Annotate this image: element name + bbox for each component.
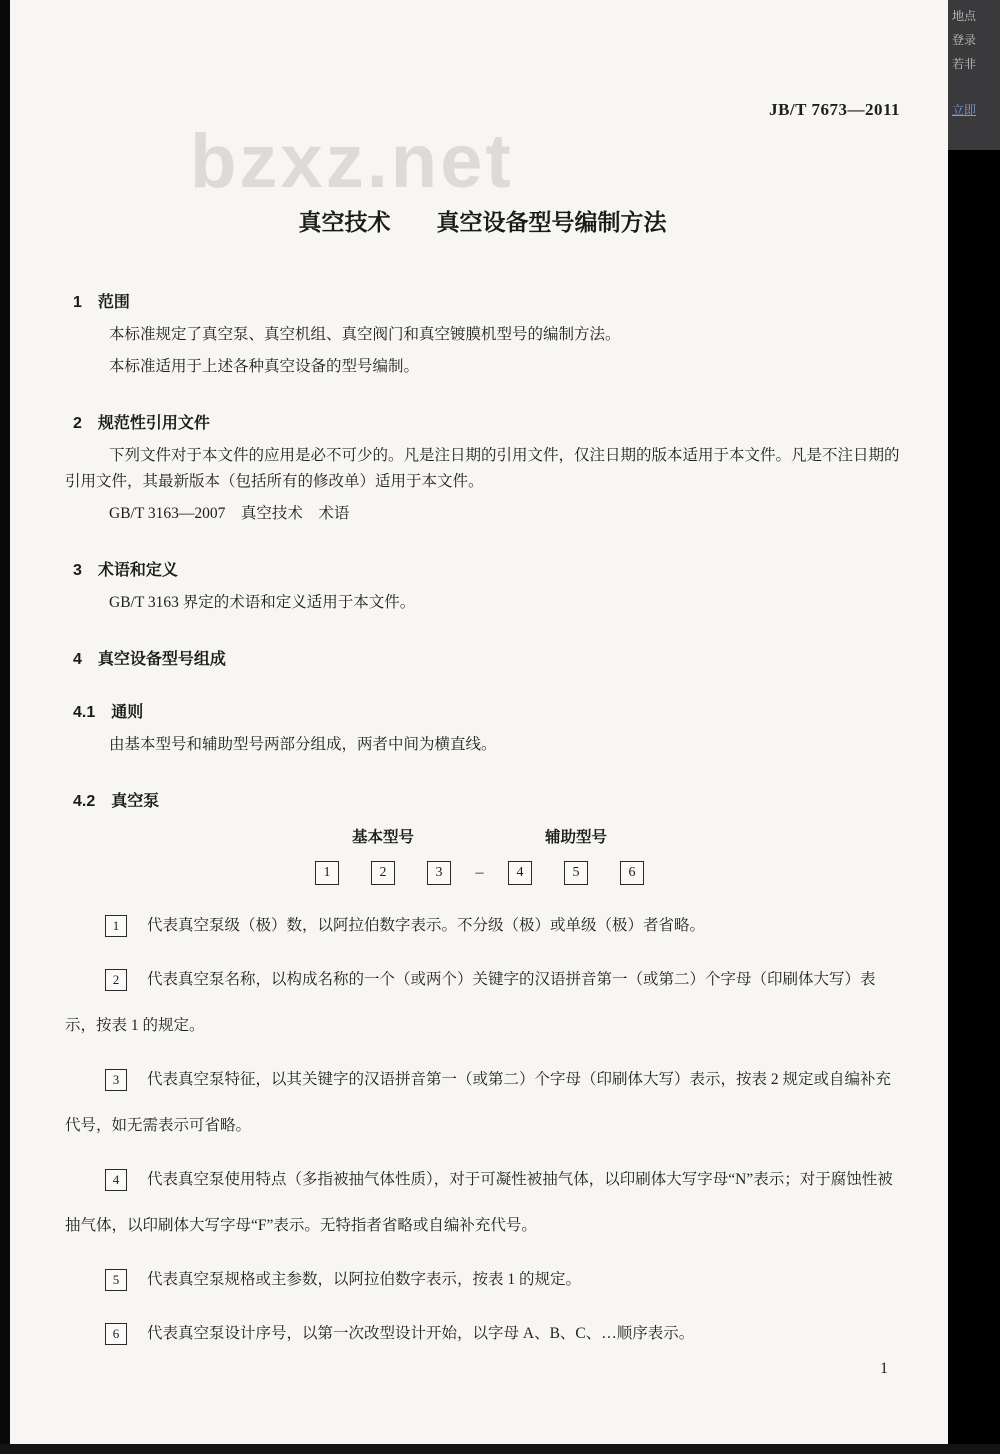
list-item-1 [65,903,900,949]
item-number-box-5: 5 [105,1269,127,1291]
login-link[interactable]: 登录 [952,33,977,47]
paragraph: 本标准规定了真空泵、真空机组、真空阀门和真空镀膜机型号的编制方法。 [109,326,621,343]
section-heading-4: 4 真空设备型号组成 [73,651,226,668]
paragraph: 由基本型号和辅助型号两部分组成，两者中间为横直线。 [109,736,497,753]
paragraph: GB/T 3163 界定的术语和定义适用于本文件。 [109,594,416,611]
model-number-diagram [315,825,900,885]
diagram-labels [315,825,900,847]
section-heading-4-1: 4.1 通则 [73,704,144,721]
paragraph: 本标准适用于上述各种真空设备的型号编制。 [109,358,420,375]
item-text: 代表真空泵规格或主参数，以阿拉伯数字表示，按表 1 的规定。 [147,1271,582,1288]
overlay-text-1: 地点 [952,9,977,23]
diagram-box-2: 2 [371,861,395,885]
list-item-3 [65,1057,900,1149]
section-heading-3: 3 术语和定义 [73,562,178,579]
document-title: 真空技术 真空设备型号编制方法 [298,209,667,235]
item-number-box-1: 1 [105,915,127,937]
item-text: 代表真空泵设计序号，以第一次改型设计开始，以字母 A、B、C、…顺序表示。 [147,1325,695,1342]
diagram-box-5: 5 [564,861,588,885]
diagram-box-6: 6 [620,861,644,885]
item-text: 代表真空泵名称，以构成名称的一个（或两个）关键字的汉语拼音第一（或第二）个字母（印刷体大写）表示，按表 1 的规定。 [65,971,876,1034]
scan-left-border [0,0,10,1454]
item-number-box-3: 3 [105,1069,127,1091]
watermark: bzxz.net [190,119,514,204]
item-text: 代表真空泵特征，以其关键字的汉语拼音第一（或第二）个字母（印刷体大写）表示，按表 2 规定或自编补充代号，如无需表示可省略。 [65,1071,892,1134]
aux-model-label: 辅助型号 [544,829,607,846]
scan-bottom-border [0,1444,1000,1454]
aux-model-boxes [508,861,644,885]
item-number-box-4: 4 [105,1169,127,1191]
item-number-box-6: 6 [105,1323,127,1345]
section-heading-2: 2 规范性引用文件 [73,415,210,432]
list-item-6 [65,1311,900,1357]
list-item-4 [65,1157,900,1249]
section-heading-1: 1 范围 [73,294,130,311]
page-content [10,0,948,1444]
item-number-box-2: 2 [105,969,127,991]
paragraph-reference: GB/T 3163—2007 真空技术 术语 [109,505,350,522]
scan-right-border [948,0,1000,1454]
diagram-label-gap [451,825,508,847]
diagram-boxes [315,861,900,885]
item-text: 代表真空泵级（极）数，以阿拉伯数字表示。不分级（极）或单级（极）者省略。 [147,917,706,934]
paragraph: 下列文件对于本文件的应用是必不可少的。凡是注日期的引用文件，仅注日期的版本适用于本文件。凡是不注日期的引用文件，其最新版本（包括所有的修改单）适用于本文件。 [65,447,900,490]
section-heading-4-2: 4.2 真空泵 [73,793,160,810]
diagram-box-4: 4 [508,861,532,885]
page-number: 1 [880,1360,888,1377]
list-item-5 [65,1257,900,1303]
diagram-box-1: 1 [315,861,339,885]
diagram-dash: – [475,864,484,881]
overlay-text-2: 若非 [952,57,977,71]
item-list [65,903,900,1357]
website-overlay-panel [948,0,1000,150]
basic-model-boxes [315,861,451,885]
item-text: 代表真空泵使用特点（多指被抽气体性质），对于可凝性被抽气体，以印刷体大写字母“N”表示；对于腐蚀性被抽气体，以印刷体大写字母“F”表示。无特指者省略或自编补充代号。 [65,1171,893,1234]
list-item-2 [65,957,900,1049]
doc-number: JB/T 7673—2011 [769,100,900,119]
basic-model-label: 基本型号 [351,829,414,846]
overlay-action-link[interactable]: 立即 [952,103,977,117]
diagram-box-3: 3 [427,861,451,885]
